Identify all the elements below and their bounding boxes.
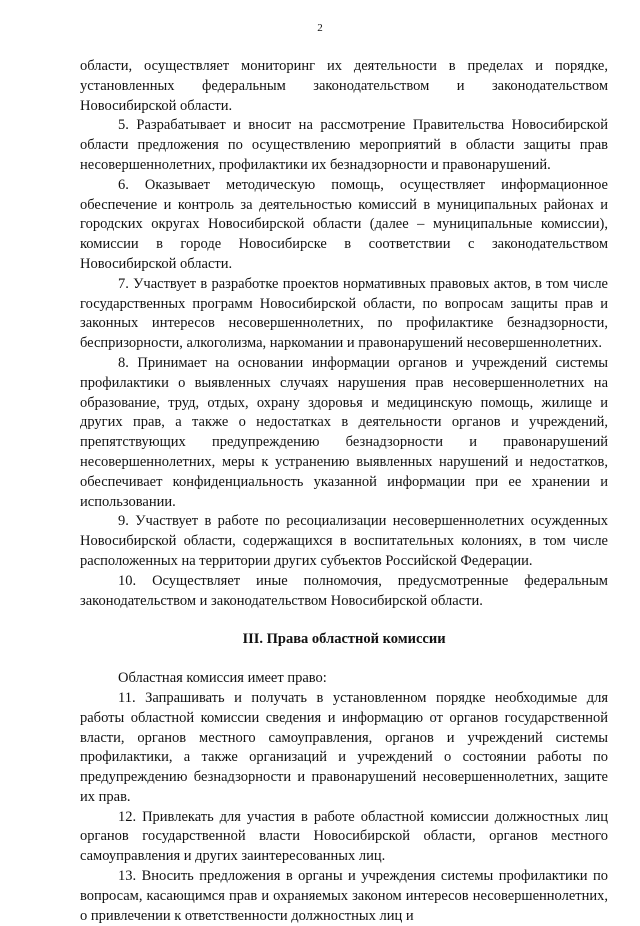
paragraph: 7. Участвует в разработке проектов нормативных правовых актов, в том числе государственных программ Новосибирской области, по вопросам защиты прав и законных интересов несовершеннолетних, по профилактике безнадзорности, беспризорности, алкоголизма, наркомании и правонарушений несовершеннолетних. bbox=[80, 275, 608, 352]
paragraph: 13. Вносить предложения в органы и учреждения системы профилактики по вопросам, касающимся прав и охраняемых законом интересов несовершеннолетних, о привлечении к ответственности должностных лиц и bbox=[80, 868, 608, 924]
paragraph: 12. Привлекать для участия в работе областной комиссии должностных лиц органов государственной власти Новосибирской области, органов местного самоуправления и других заинтересованных лиц. bbox=[80, 808, 608, 865]
paragraph: 8. Принимает на основании информации органов и учреждений системы профилактики о выявленных случаях нарушения прав несовершеннолетних на образование, труд, отдых, охрану здоровья и медицинскую помощь, жилище и других прав, а также о недостатках в деятельности органов и учреждений, препятствующих предупреждению безнадзорности и правонарушений несовершеннолетних, меры к устранению выявленных нарушений и недостатков, обеспечивает конфиденциальность указанной информации при ее хранении и использовании. bbox=[80, 354, 608, 510]
paragraph: 5. Разрабатывает и вносит на рассмотрение Правительства Новосибирской области предложения по осуществлению мероприятий в области защиты прав несовершеннолетних, профилактики их безнадзорности и правонарушений. bbox=[80, 117, 608, 173]
paragraph: области, осуществляет мониторинг их деятельности в пределах и порядке, установленных федеральным законодательством и законодательством Новосибирской области. bbox=[80, 58, 608, 114]
paragraphs-after-heading bbox=[80, 669, 608, 926]
paragraph: 9. Участвует в работе по ресоциализации несовершеннолетних осужденных Новосибирской области, содержащихся в воспитательных колониях, в том числе расположенных на территории других субъектов Российской Федерации. bbox=[80, 513, 608, 569]
document-body bbox=[80, 57, 608, 926]
paragraphs-before-heading bbox=[80, 57, 608, 611]
paragraph: 11. Запрашивать и получать в установленном порядке необходимые для работы областной комиссии сведения и информацию от органов государственной власти, органов местного самоуправления, органов и учреждений системы профилактики, а также организаций и учреждений о состоянии работы по предупреждению безнадзорности и правонарушений несовершеннолетних, защите их прав. bbox=[80, 689, 608, 805]
page-number: 2 bbox=[317, 22, 323, 34]
section-heading: III. Права областной комиссии bbox=[242, 631, 446, 648]
paragraph: 10. Осуществляет иные полномочия, предусмотренные федеральным законодательством и законодательством Новосибирской области. bbox=[80, 572, 608, 609]
paragraph: 6. Оказывает методическую помощь, осуществляет информационное обеспечение и контроль за деятельностью комиссий в муниципальных районах и городских округах Новосибирской области (далее – муниципальные комиссии), комиссии в городе Новосибирске в соответствии с законодательством Новосибирской области. bbox=[80, 176, 608, 272]
paragraph: Областная комиссия имеет право: bbox=[118, 670, 327, 687]
